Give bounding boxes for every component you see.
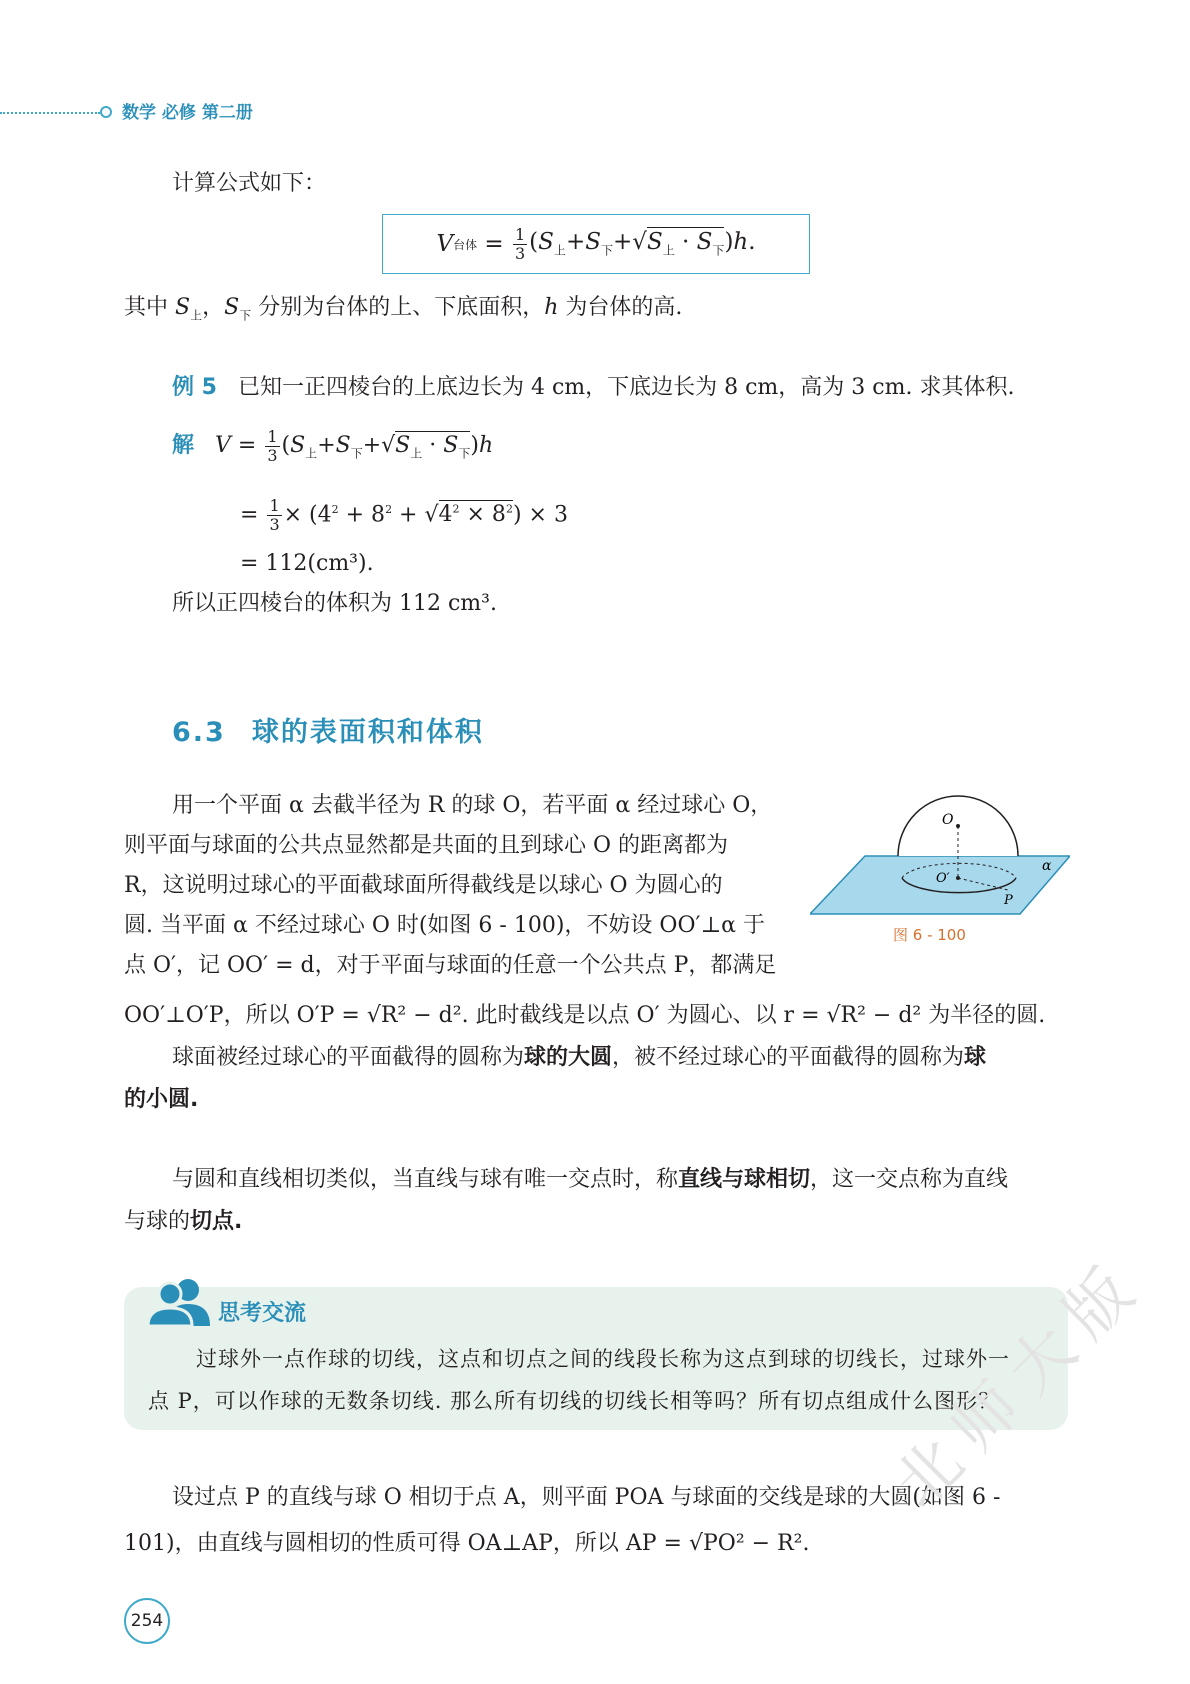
example-5: [172, 368, 1014, 408]
point-o-prime: [956, 876, 960, 880]
solution-line-2: = $\frac{1}{3}$ × $(4^2 + 8^2 + √4^2 \times 8^2) \times 3$: [240, 495, 568, 534]
label-o-prime: O′: [936, 871, 950, 886]
para1-line-2: 则平面与球面的公共点显然都是共面的且到球心 O 的距离都为: [124, 833, 729, 858]
term-tangent-point: 切点: [190, 1209, 235, 1234]
solution-label: 解: [172, 433, 195, 458]
think-title: 思考交流: [218, 1301, 307, 1326]
solution-line-3: = 112(cm³).: [240, 551, 374, 576]
label-alpha: α: [1042, 858, 1052, 874]
para1-line-1: 用一个平面 α 去截半径为 R 的球 O，若平面 α 经过球心 O，: [172, 793, 773, 818]
page-number: 254: [124, 1598, 170, 1644]
section-number: 6.3: [172, 717, 226, 748]
para4-line-1: 设过点 P 的直线与球 O 相切于点 A，则平面 POA 与球面的交线是球的大圆(如图 6 -: [172, 1485, 1001, 1510]
label-o: O: [942, 812, 954, 828]
term-great-circle: 球的大圆: [524, 1045, 613, 1070]
formula-v-sub: 台体: [453, 237, 478, 252]
para2-line-2: 的小圆.: [124, 1087, 199, 1112]
para1-line-4: 圆. 当平面 α 不经过球心 O 时(如图 6 - 100)，不妨设 OO′⊥α 于: [124, 913, 766, 938]
people-icon: [146, 1276, 214, 1326]
think-line-1: 过球外一点作球的切线，这点和切点之间的线段长称为这点到球的切线长，过球外一: [196, 1347, 1010, 1371]
para2-line-1: 球面被经过球心的平面截得的圆称为球的大圆，被不经过球心的平面截得的圆称为球: [172, 1045, 987, 1070]
section-title: [172, 710, 484, 749]
frustum-volume-formula: V 台体 = $\frac{1}{3}$ $(S_上+S_下+√S_上 \cdot S_下)h$.: [382, 214, 810, 274]
term-tangent: 直线与球相切: [678, 1167, 811, 1192]
formula-v: V: [436, 231, 454, 257]
figure-6-100: [810, 786, 1070, 916]
para1-line-3: R，这说明过球心的平面截球面所得截线是以球心 O 为圆心的: [124, 873, 723, 898]
para1-line-5: 点 O′，记 OO′ = d，对于平面与球面的任意一个公共点 P，都满足: [124, 953, 777, 978]
section-name: 球的表面积和体积: [251, 717, 484, 748]
para3-line-2: 与球的切点.: [124, 1209, 243, 1234]
intro-text: 计算公式如下：: [172, 171, 327, 196]
para1-line-6: OO′⊥O′P，所以 O′P = √R² − d². 此时截线是以点 O′ 为圆心、以 r = √R² − d² 为半径的圆.: [124, 1003, 1046, 1028]
label-p: P: [1004, 893, 1013, 908]
watermark: 北师大版: [880, 1244, 1160, 1523]
para4-line-2: 101)，由直线与圆相切的性质可得 OA⊥AP，所以 AP = √PO² − R².: [124, 1531, 810, 1556]
header-title: 数学 必修 第二册: [122, 103, 253, 123]
think-line-2: 点 P，可以作球的无数条切线. 那么所有切线的切线长相等吗？所有切点组成什么图形？: [148, 1389, 1001, 1413]
solution-line-1: 解 V = $\frac{1}{3}$ $(S_上+S_下+√S_上 \cdot S_下)h$: [172, 426, 494, 465]
where-text: 其中 $S_上$，$S_下$ 分别为台体的上、下底面积，h 为台体的高.: [124, 295, 683, 323]
example-label: 例 5: [172, 375, 217, 400]
term-small-circle: 的小圆: [124, 1087, 191, 1112]
solution-conclusion: 所以正四棱台的体积为 112 cm³.: [172, 591, 497, 616]
header-dot-icon: [100, 106, 112, 118]
figure-caption: 图 6 - 100: [893, 926, 966, 944]
header-dotted-line: [0, 112, 100, 114]
para3-line-1: 与圆和直线相切类似，当直线与球有唯一交点时，称直线与球相切，这一交点称为直线: [172, 1167, 1009, 1192]
example-text: 已知一正四棱台的上底边长为 4 cm，下底边长为 8 cm，高为 3 cm. 求其体积.: [237, 375, 1015, 400]
point-o: [956, 824, 960, 828]
fraction-one-third: $\frac{1}{3}$: [514, 224, 526, 263]
